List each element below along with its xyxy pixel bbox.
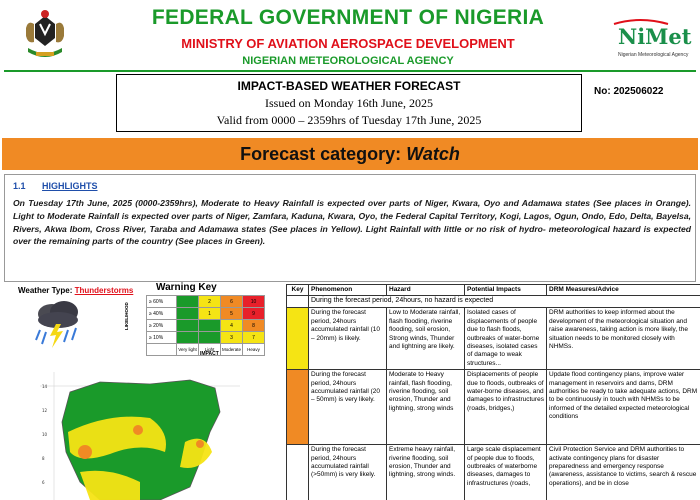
wk-row-label: ≥ 40% <box>147 308 177 320</box>
nimet-logo-subtext: Nigerian Meteorological Agency <box>618 52 689 58</box>
wk-cell <box>177 296 199 308</box>
drm-cell: DRM authorities to keep informed about the development of the meteorological situation and raise awareness, taking action is more likely, the situation needs to be monitored closely with NHMSs. <box>547 308 700 370</box>
highlights-number: 1.1 <box>13 181 26 191</box>
wk-cell: 9 <box>243 308 265 320</box>
agency-title: NIGERIAN METEOROLOGICAL AGENCY <box>242 55 454 67</box>
wk-col-label: Moderate <box>221 344 243 356</box>
forecast-title: IMPACT-BASED WEATHER FORECAST <box>237 79 461 93</box>
impacts-cell: Displacements of people due to floods, outbreaks of water-borne diseases, and damages to infrastructures (roads, bridges,) <box>465 370 547 445</box>
svg-text:10: 10 <box>42 432 48 437</box>
table-header: Key <box>287 285 309 296</box>
hazard-cell: Moderate to Heavy rainfall, flash flooding, riverine flooding, soil erosion, Thunder and lightning, strong winds <box>387 370 465 445</box>
svg-text:6: 6 <box>42 480 45 485</box>
government-title: FEDERAL GOVERNMENT OF NIGERIA <box>151 6 545 29</box>
likelihood-axis-label: LIKELIHOOD <box>124 302 129 330</box>
highlights-label: HIGHLIGHTS <box>42 181 98 191</box>
wk-cell <box>199 332 221 344</box>
wk-cell <box>177 308 199 320</box>
hazard-cell: Low to Moderate rainfall, flash flooding, riverine flooding, soil erosion, Strong winds, Thunder and lightning are likely. <box>387 308 465 370</box>
wk-col-label: Heavy <box>243 344 265 356</box>
impact-axis-label: IMPACT <box>200 351 219 357</box>
table-header: Potential Impacts <box>465 285 547 296</box>
warning-key-title: Warning Key <box>156 282 217 293</box>
drm-cell: Update flood contingency plans, improve water management in reservoirs and dams, DRM authorities be ready to take adequate actions, DRM to be continuously in touch with NHMSs to be informed of the detailed expected meteorological conditions <box>547 370 700 445</box>
wk-cell: 3 <box>221 332 243 344</box>
wk-cell: 10 <box>243 296 265 308</box>
highlights-text: On Tuesday 17th June, 2025 (0000-2359hrs), Moderate to Heavy Rainfall is expected over parts of Niger, Kwara, Oyo and Adamawa states (See places in Orange). Light to Moderate Rainfall is expected over parts of Niger, Zamfara, Kaduna, Kwara, Oyo, the Federal Capital Territory, Kogi, Lagos, Ogun, Ondo, Edo, Delta, Bayelsa, Rivers, Akwa Ibom, Cross River, Taraba and Adamawa states (See places in Yellow). Light Rainfall with little or no risk of hydro- meteorological hazard is expected over the remaining parts of the country (See places in Green). <box>13 198 691 247</box>
nigeria-forecast-map <box>40 372 240 500</box>
weather-type <box>18 286 133 295</box>
table-header: Hazard <box>387 285 465 296</box>
wk-cell: 8 <box>243 320 265 332</box>
key-swatch-yellow <box>287 308 309 370</box>
wk-cell: 1 <box>199 308 221 320</box>
phenomenon-cell: During the forecast period, 24hours accumulated rainfall (20 – 50mm) is very likely. <box>309 370 387 445</box>
forecast-category-bar <box>2 138 698 170</box>
wk-cell <box>177 320 199 332</box>
issued-date: Issued on Monday 16th June, 2025 <box>265 96 433 110</box>
header-divider <box>4 70 696 72</box>
wk-cell: 2 <box>199 296 221 308</box>
phenomenon-cell: During the forecast period, 24hours accumulated rainfall (10 – 20mm) is likely. <box>309 308 387 370</box>
wk-cell <box>199 320 221 332</box>
wk-row-label: ≥ 10% <box>147 332 177 344</box>
wk-col-label: Light <box>199 344 221 356</box>
warning-key-matrix <box>146 295 265 356</box>
valid-period: Valid from 0000 – 2359hrs of Tuesday 17th June, 2025 <box>216 113 482 127</box>
highlights-heading <box>13 181 98 191</box>
wk-row-label: ≥ 60% <box>147 296 177 308</box>
phenomenon-cell: During the forecast period, 24hours accumulated rainfall (>50mm) is very likely. <box>309 445 387 500</box>
svg-text:8: 8 <box>42 456 45 461</box>
wk-col-label: Very light <box>177 344 199 356</box>
key-swatch-red <box>287 445 309 500</box>
impact-table <box>286 284 700 500</box>
table-header: Phenomenon <box>309 285 387 296</box>
wk-cell: 5 <box>221 308 243 320</box>
no-hazard-text: During the forecast period, 24hours, no hazard is expected <box>309 296 700 308</box>
forecast-info-box <box>116 74 582 132</box>
hazard-cell: Extreme heavy rainfall, riverine flooding, soil erosion, Thunder and lightning, strong winds. <box>387 445 465 500</box>
highlights-section <box>4 174 696 282</box>
key-swatch-orange <box>287 370 309 445</box>
key-swatch-green <box>287 296 309 308</box>
impacts-cell: Large scale displacement of people due to floods, outbreaks of waterborne diseases, damages to infrastructures (roads, <box>465 445 547 500</box>
wk-cell: 7 <box>243 332 265 344</box>
thunderstorm-icon <box>30 298 88 350</box>
table-header: DRM Measures/Advice <box>547 285 700 296</box>
weather-type-label: Weather Type: <box>18 286 73 295</box>
wk-cell: 4 <box>221 320 243 332</box>
coat-of-arms-icon <box>18 8 72 62</box>
wk-row-label: ≥ 20% <box>147 320 177 332</box>
ministry-title: MINISTRY OF AVIATION AEROSPACE DEVELOPMENT <box>181 36 515 51</box>
wk-cell <box>177 332 199 344</box>
category-value: Watch <box>406 144 460 164</box>
impacts-cell: Isolated cases of displacements of people due to flash floods, outbreaks of water-borne diseases, isolated cases of damage to weak structures... <box>465 308 547 370</box>
category-label-text: Forecast category: <box>240 144 402 164</box>
wk-cell: 6 <box>221 296 243 308</box>
drm-cell: Civil Protection Service and DRM authorities to activate contingency plans for disaster preparedness and emergency response (awareness, assistance to victims, search & rescue operations), and be in close <box>547 445 700 500</box>
svg-text:12: 12 <box>42 408 48 413</box>
forecast-number: No: 202506022 <box>594 86 664 97</box>
weather-type-value: Thunderstorms <box>74 286 134 295</box>
forecast-category-label <box>240 144 460 164</box>
svg-text:14: 14 <box>42 384 48 389</box>
nimet-logo-text: NiMet <box>618 24 692 49</box>
wk-corner <box>147 344 177 356</box>
